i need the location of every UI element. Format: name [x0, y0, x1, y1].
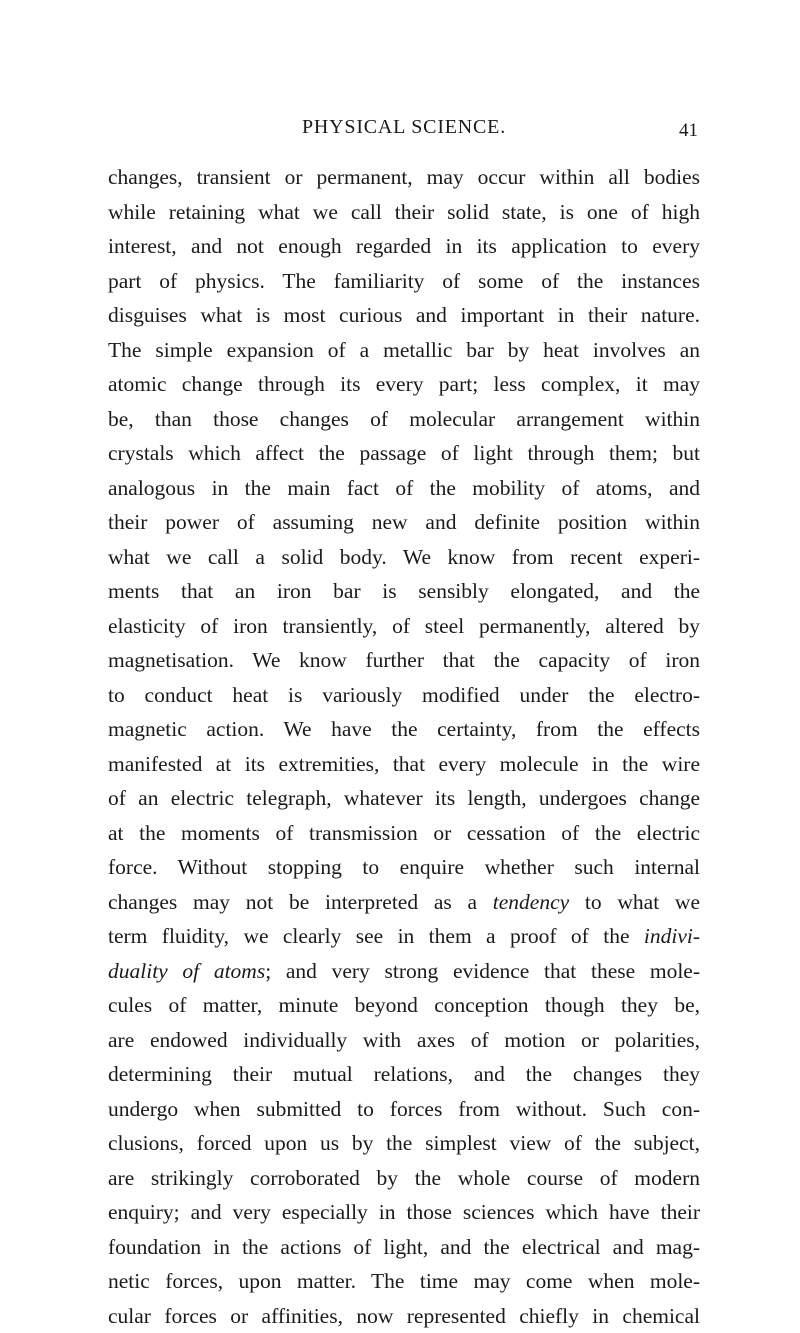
text-line — [108, 954, 700, 989]
italic-term: tendency — [493, 890, 569, 914]
text-line: to conduct heat is variously modified under the electro- — [108, 678, 700, 713]
text-line: clusions, forced upon us by the simplest view of the subject, — [108, 1126, 700, 1161]
italic-term: indivi- — [644, 924, 700, 948]
text-line: force. Without stopping to enquire whether such internal — [108, 850, 700, 885]
text-line: magnetic action. We have the certainty, from the effects — [108, 712, 700, 747]
page-number: 41 — [679, 120, 698, 142]
text-line: magnetisation. We know further that the capacity of iron — [108, 643, 700, 678]
text-line: foundation in the actions of light, and the electrical and mag- — [108, 1230, 700, 1265]
text-line: changes, transient or permanent, may occur within all bodies — [108, 160, 700, 195]
text-line: manifested at its extremities, that every molecule in the wire — [108, 747, 700, 782]
body-paragraph — [108, 160, 700, 1333]
text-line: The simple expansion of a metallic bar by heat involves an — [108, 333, 700, 368]
text-line: netic forces, upon matter. The time may come when mole- — [108, 1264, 700, 1299]
running-title: PHYSICAL SCIENCE. — [110, 116, 698, 139]
italic-term: duality of atoms — [108, 959, 265, 983]
text-line: enquiry; and very especially in those sciences which have their — [108, 1195, 700, 1230]
text-line: cules of matter, minute beyond conception though they be, — [108, 988, 700, 1023]
text-segment: changes may not be interpreted as a — [108, 890, 493, 914]
text-line: crystals which affect the passage of light through them; but — [108, 436, 700, 471]
text-segment: ; and very strong evidence that these mole- — [265, 959, 700, 983]
text-line: are endowed individually with axes of motion or polarities, — [108, 1023, 700, 1058]
text-segment: to what we — [569, 890, 700, 914]
text-line: while retaining what we call their solid state, is one of high — [108, 195, 700, 230]
text-line: undergo when submitted to forces from without. Such con- — [108, 1092, 700, 1127]
text-line: part of physics. The familiarity of some of the instances — [108, 264, 700, 299]
text-line: ments that an iron bar is sensibly elongated, and the — [108, 574, 700, 609]
text-line: of an electric telegraph, whatever its length, undergoes change — [108, 781, 700, 816]
text-line: analogous in the main fact of the mobility of atoms, and — [108, 471, 700, 506]
text-line: cular forces or affinities, now represented chiefly in chemical — [108, 1299, 700, 1333]
text-line: determining their mutual relations, and the changes they — [108, 1057, 700, 1092]
text-line: at the moments of transmission or cessation of the electric — [108, 816, 700, 851]
text-line: are strikingly corroborated by the whole course of modern — [108, 1161, 700, 1196]
text-line: be, than those changes of molecular arrangement within — [108, 402, 700, 437]
text-line: their power of assuming new and definite position within — [108, 505, 700, 540]
text-line: elasticity of iron transiently, of steel permanently, altered by — [108, 609, 700, 644]
text-line — [108, 919, 700, 954]
text-line — [108, 885, 700, 920]
running-head — [110, 112, 698, 142]
text-line: atomic change through its every part; less complex, it may — [108, 367, 700, 402]
text-line: what we call a solid body. We know from recent experi- — [108, 540, 700, 575]
text-line: interest, and not enough regarded in its application to every — [108, 229, 700, 264]
text-segment: term fluidity, we clearly see in them a proof of the — [108, 924, 644, 948]
text-line: disguises what is most curious and important in their nature. — [108, 298, 700, 333]
